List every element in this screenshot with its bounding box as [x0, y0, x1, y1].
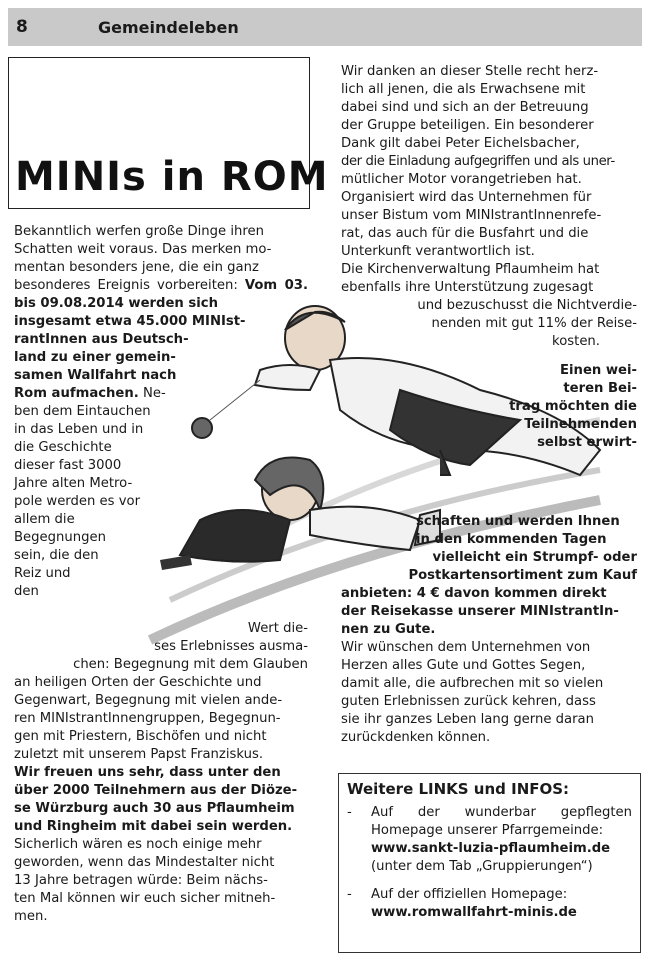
text-line: zurückdenken können.: [341, 730, 491, 745]
text-line: der die Einladung aufgegriffen und als uner-: [341, 154, 615, 169]
text-line: gen mit Priestern, Bischöfen und nicht: [14, 729, 267, 744]
page-number: 8: [16, 17, 28, 37]
text-line: mentan besonders jene, die ein ganz: [14, 260, 259, 275]
text-line: über 2000 Teilnehmern aus der Diöze-: [14, 783, 298, 798]
text-line: Bekanntlich werfen große Dinge ihren: [14, 224, 264, 239]
text-line: der Reisekasse unserer MINIstrantIn-: [341, 604, 619, 619]
text-line: Herzen alles Gute und Gottes Segen,: [341, 658, 586, 673]
official-homepage-link[interactable]: www.romwallfahrt-minis.de: [371, 905, 577, 920]
info-text: Auf der offiziellen Homepage:: [371, 887, 568, 902]
left-column-cont3: [46, 656, 308, 674]
text-line: die Geschichte: [14, 440, 112, 455]
text-line: besonderes Ereignis vorbereiten: Vom 03. bis 09.08.2014 werden sich: [14, 278, 308, 311]
infobox-heading: Weitere LINKS und INFOS:: [347, 780, 570, 798]
right-column-intro: [341, 63, 637, 297]
text-line: allem die: [14, 512, 75, 527]
text-line: der Gruppe beteiligen. Ein besonderer: [341, 118, 594, 133]
text-line: sie ihr ganzes Leben lang gerne daran: [341, 712, 594, 727]
text-line: kosten.: [552, 334, 600, 349]
info-note: (unter dem Tab „Gruppierungen“): [371, 859, 593, 874]
text-line: Begegnungen: [14, 530, 106, 545]
text-line: men.: [14, 909, 48, 924]
left-column-wrap: [14, 331, 189, 403]
text-line: Die Kirchenverwaltung Pflaumheim hat: [341, 262, 600, 277]
text-line: Unterkunft verantwortlich ist.: [341, 244, 535, 259]
text-line: ten Mal können wir euch sicher mitneh-: [14, 891, 276, 906]
info-item: [347, 804, 632, 876]
text-line: dabei sind und sich an der Betreuung: [341, 100, 589, 115]
text-line: Schatten weit voraus. Das merken mo-: [14, 242, 272, 257]
text-line: Wir freuen uns sehr, dass unter den: [14, 765, 281, 780]
list-dash: -: [347, 887, 352, 902]
text-line: Einen wei-: [560, 363, 637, 378]
text-line: se Würzburg auch 30 aus Pflaumheim: [14, 801, 295, 816]
right-column-body: [341, 585, 637, 747]
text-line: in den kommenden Tagen: [416, 532, 607, 547]
info-text: Auf der wunderbar gepflegten Homepage unserer Pfarrgemeinde:: [371, 805, 632, 838]
text-line: an heiligen Orten der Geschichte und: [14, 675, 262, 690]
text-line: trag möchten die: [509, 399, 637, 414]
text-line: ben dem Eintauchen: [14, 404, 151, 419]
text-line: und Ringheim mit dabei sein werden.: [14, 819, 293, 834]
text-line: samen Wallfahrt nach: [14, 368, 177, 383]
right-column-bold-wrap: [470, 362, 637, 452]
left-column-narrow: [14, 403, 166, 601]
text-line: Wert die-: [247, 621, 308, 636]
text-line: nen zu Gute.: [341, 622, 436, 637]
text-line: sein, die den: [14, 548, 99, 563]
left-column-cont1: [224, 620, 308, 638]
left-column-intro: [14, 223, 308, 331]
text-line: lich all jenen, die als Erwachsene mit: [341, 82, 586, 97]
text-line: anbieten: 4 € davon kommen direkt: [341, 586, 607, 601]
right-column-bold-cont2: [400, 549, 637, 585]
right-column-kosten: [520, 333, 600, 351]
info-item: [347, 886, 632, 922]
text-line: pole werden es vor: [14, 494, 141, 509]
text-line: ebenfalls ihre Unterstützung zugesagt: [341, 280, 594, 295]
page-header: [8, 8, 642, 46]
text-line: dieser fast 3000: [14, 458, 122, 473]
text-line: unser Bistum vom MINIstrantInnenrefe-: [341, 208, 602, 223]
text-line: chen: Begegnung mit dem Glauben: [73, 657, 308, 672]
text-line: Postkartensortiment zum Kauf: [408, 568, 637, 583]
text-line: rantInnen aus Deutsch-: [14, 332, 189, 347]
text-line: land zu einer gemein-: [14, 350, 176, 365]
text-line: damit alle, die aufbrechen mit so vielen: [341, 676, 604, 691]
parish-homepage-link[interactable]: www.sankt-luzia-pflaumheim.de: [371, 841, 611, 856]
text-line: zuletzt mit unserem Papst Franziskus.: [14, 747, 264, 762]
text-line: mütlicher Motor vorangetrieben hat.: [341, 172, 582, 187]
left-column-body: [14, 674, 308, 926]
text-line: geworden, wenn das Mindestalter nicht: [14, 855, 275, 870]
text-line: Rom aufmachen. Ne-: [14, 386, 166, 401]
right-column-wrap: [372, 297, 637, 333]
text-line: den: [14, 584, 39, 599]
text-line: Dank gilt dabei Peter Eichelsbacher,: [341, 136, 580, 151]
text-line: 13 Jahre betragen würde: Beim nächs-: [14, 873, 268, 888]
left-column-cont2: [145, 638, 308, 656]
article-title: MINIs in ROM: [15, 154, 329, 200]
section-title: Gemeindeleben: [98, 17, 239, 37]
text-line: Gegenwart, Begegnung mit vielen ande-: [14, 693, 283, 708]
text-line: Sicherlich wären es noch einige mehr: [14, 837, 262, 852]
text-line: schaften und werden Ihnen: [416, 514, 620, 529]
text-line: ren MINIstrantInnengruppen, Begegnun-: [14, 711, 281, 726]
text-line: selbst erwirt-: [537, 435, 637, 450]
list-dash: -: [347, 805, 352, 820]
text-line: ses Erlebnisses ausma-: [154, 639, 308, 654]
text-line: rat, das auch für die Busfahrt und die: [341, 226, 589, 241]
text-line: und bezuschusst die Nichtverdie-: [417, 298, 637, 313]
text-line: Jahre alten Metro-: [14, 476, 133, 491]
right-column-bold-cont: [416, 513, 637, 549]
text-line: teren Bei-: [563, 381, 637, 396]
text-line: nenden mit gut 11% der Reise-: [431, 316, 637, 331]
text-line: Wir danken an dieser Stelle recht herz-: [341, 64, 599, 79]
text-line: Teilnehmenden: [524, 417, 637, 432]
text-line: Wir wünschen dem Unternehmen von: [341, 640, 591, 655]
text-line: in das Leben und in: [14, 422, 144, 437]
text-line: vielleicht ein Strumpf- oder: [432, 550, 637, 565]
title-box: [8, 57, 329, 209]
links-infobox: [338, 773, 641, 953]
text-line: guten Erlebnissen zurück kehren, dass: [341, 694, 596, 709]
text-line: Organisiert wird das Unternehmen für: [341, 190, 592, 205]
text-line: Reiz und: [14, 566, 71, 581]
text-line: insgesamt etwa 45.000 MINIst-: [14, 314, 246, 329]
